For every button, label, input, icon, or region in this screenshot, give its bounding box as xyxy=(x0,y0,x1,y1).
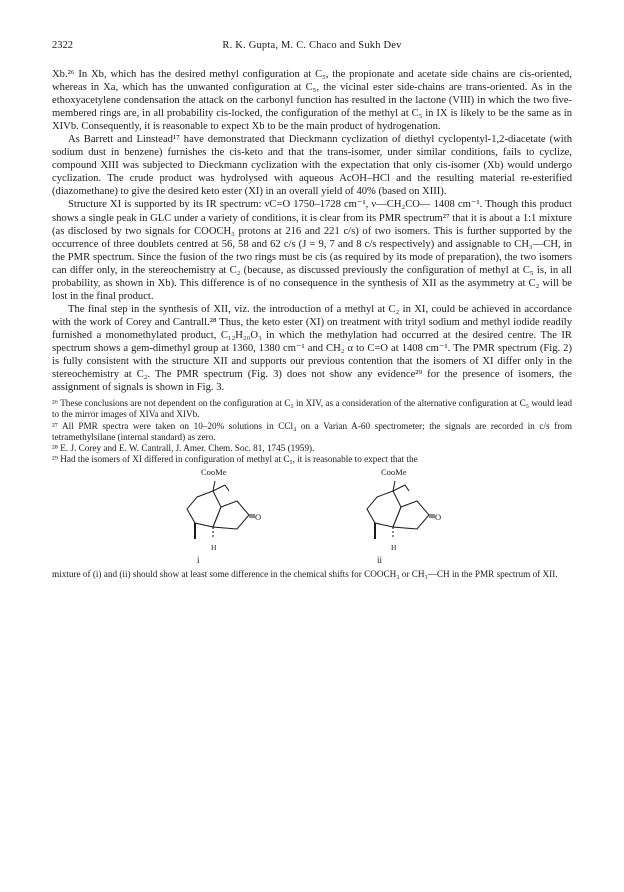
bicyclic-ketone-drawing-i xyxy=(177,477,267,557)
structure-numeral: ii xyxy=(377,555,383,566)
footnote-27: ²⁷ All PMR spectra were taken on 10–20% solutions in CCl₄ on a Varian A-60 spectrometer; the signals are recorded in c/s from tetramethylsilane (internal standard) as zero. xyxy=(52,420,572,442)
footnote-29: ²⁹ Had the isomers of XI differed in configuration of methyl at C₅, it is reasonable to expect that the xyxy=(52,454,418,465)
paragraph-4: The final step in the synthesis of XII, viz. the introduction of a methyl at C₂ in XI, could be achieved in accordance with the work of Corey and Cantrall.²⁸ Thus, the keto ester (XI) on treatment with trityl sodium and methyl iodide readily furnished a monomethylated product, C₁₂H₂₀O₃ in which the methylation had occurred at the desired centre. The IR spectrum shows a gem-dimethyl group at 1360, 1380 cm⁻¹ and CH₂ α to C=O at 1408 cm⁻¹. The PMR spectrum (Fig. 2) is fully consistent with the structure XII and supports our previous contention that the isomers of XI differ only in the stereochemistry at C₂. The PMR spectrum (Fig. 3) does not show any evidence²⁹ for the presence of isomers, the assignment of signals is shown in Fig. 3. xyxy=(52,303,572,394)
paragraph-1: Xb.²⁶ In Xb, which has the desired methyl configuration at C₅, the propionate and acetate side chains are cis-oriented, whereas in Xa, which has the unwanted configuration at C₅, the vicinal ester side-chains are trans-oriented. As in the ethoxyacetylene condensation the attack on the carbonyl function has resulted in the lactone (VIII) in which the two five-membered rings are, in all probability cis-locked, the configuration of the methyl at C₅ in IX is likely to be the same as in XIVb. Consequently, it is reasonable to expect Xb to be the main product of hydrogenation. xyxy=(52,69,572,133)
footnotes xyxy=(52,398,572,465)
structure-ii xyxy=(357,467,447,567)
hydrogen-label: H xyxy=(391,543,397,553)
footnote-continuation xyxy=(52,569,572,580)
paragraph-2: As Barrett and Linstead¹⁷ have demonstrated that Dieckmann cyclization of diethyl cyclopentyl-1,2-diacetate (with sodium dust in benzene) furnishes the cis-keto and that the trans-isomer, under similar conditions, fails to cyclize, compound XIII was subjected to Dieckmann cyclization with the expectation that only cis-isomer (Xb) would undergo cyclization. The crude product was hydrolysed with aqueous AcOH–HCl and the resulting material re-esterified (diazomethane) to give the desired keto ester (XI) in an overall yield of 40% (based on XIII). xyxy=(52,134,572,198)
hydrogen-label: H xyxy=(211,543,217,553)
ketone-oxygen-label: O xyxy=(255,512,262,523)
structure-figures xyxy=(52,467,572,567)
running-authors: R. K. Gupta, M. C. Chaco and Sukh Dev xyxy=(222,40,402,51)
ester-label: CooMe xyxy=(201,467,227,478)
footnote-26: ²⁶ These conclusions are not dependent on the configuration at C₅ in XIV, as a consideration of the alternative configuration at C₅ would lead to the mirror images of XIVa and XIVb. xyxy=(52,398,572,420)
bicyclic-ketone-drawing-ii xyxy=(357,477,447,557)
footnote-29-continued: mixture of (i) and (ii) should show at least some difference in the chemical shifts for COOCH₃ or CH₃—CH in the PMR spectrum of XII. xyxy=(52,569,558,580)
running-header xyxy=(52,40,572,56)
ester-label: CooMe xyxy=(381,467,407,478)
journal-page xyxy=(52,40,572,581)
footnote-28: ²⁸ E. J. Corey and E. W. Cantrall, J. Amer. Chem. Soc. 81, 1745 (1959). xyxy=(52,442,315,453)
page-number: 2322 xyxy=(52,40,73,51)
ketone-oxygen-label: O xyxy=(435,512,442,523)
structure-i xyxy=(177,467,267,567)
paragraph-3: Structure XI is supported by its IR spectrum: νC=O 1750–1728 cm⁻¹, ν—CH₂CO— 1408 cm⁻¹. Though this product shows a single peak in GLC under a variety of conditions, it is clear from its PMR spectrum²⁷ that it is about a 1:1 mixture (as disclosed by two signals for COOCH₃ protons at 216 and 221 c/s) of two isomers. This is further supported by the occurrence of three doublets centred at 56, 58 and 62 c/s (J = 9, 7 and 8 c/s respectively) and assignable to CH₃—CH, in the PMR spectrum. Since the fusion of the two rings must be cis (as required by its mode of preparation), the two isomers can differ only, in the stereochemistry at C₂ (because, as discussed previously the configuration of methyl at C₅ is, in all probability, as shown in Xb). This difference is of no consequence in the synthesis of XII as the asymmetry at C₂ will be lost in the final product. xyxy=(52,199,572,302)
body-text xyxy=(52,68,572,394)
structure-numeral: i xyxy=(197,555,200,566)
